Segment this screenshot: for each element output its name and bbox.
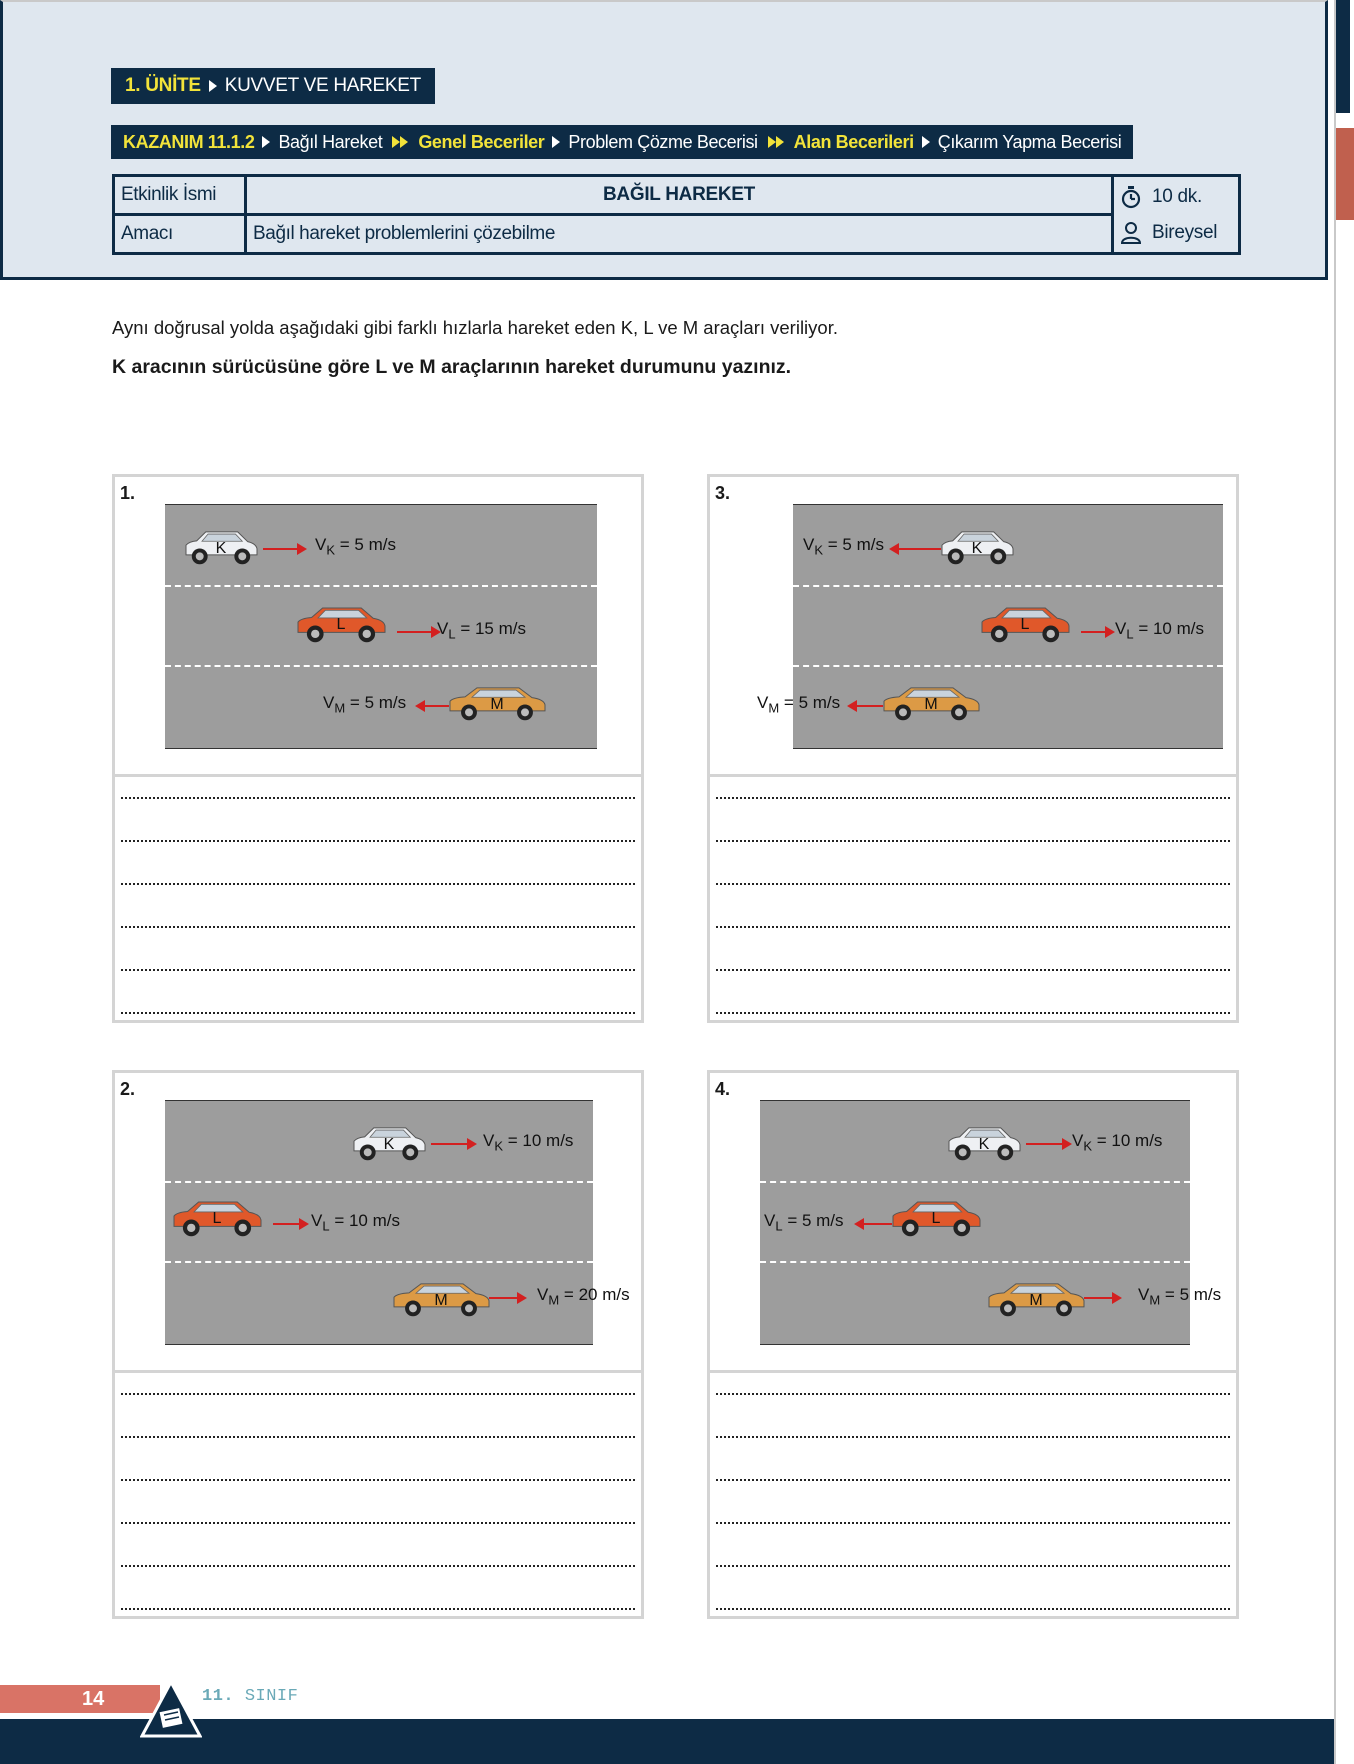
aim: Bağıl hareket problemlerini çözebilme	[246, 215, 1113, 254]
activity-info-table	[112, 174, 1241, 255]
velocity-subscript: K	[814, 542, 824, 558]
arrow-right	[1081, 631, 1113, 633]
grade-text: SINIF	[244, 1687, 299, 1706]
velocity-symbol: V	[311, 1211, 323, 1230]
lane-marking	[165, 665, 597, 667]
answer-line[interactable]	[716, 797, 1230, 799]
velocity-subscript: K	[326, 542, 336, 558]
answer-line[interactable]	[716, 883, 1230, 885]
velocity-k	[803, 535, 884, 557]
field-skills-label: Alan Becerileri	[793, 131, 914, 152]
double-triangle-icon	[392, 136, 408, 148]
velocity-symbol: V	[1138, 1285, 1150, 1304]
car-label: M	[434, 1292, 448, 1309]
car-l	[171, 1199, 263, 1237]
velocity-symbol: V	[483, 1131, 495, 1150]
car-k	[939, 529, 1015, 565]
car-label: M	[924, 696, 938, 713]
lane-marking	[165, 1261, 593, 1263]
car-l	[979, 605, 1071, 643]
car-k	[351, 1125, 427, 1161]
answer-line[interactable]	[121, 797, 635, 799]
velocity-subscript: M	[768, 700, 780, 716]
divider	[115, 774, 641, 777]
velocity-k	[315, 535, 396, 557]
mode-item	[1120, 215, 1232, 251]
arrow-left	[856, 1223, 892, 1225]
car-k	[183, 529, 259, 565]
car-label: L	[336, 616, 346, 633]
aim-label: Amacı	[114, 215, 246, 254]
car-l	[890, 1199, 982, 1237]
car-label: K	[971, 540, 983, 557]
velocity-m	[323, 693, 406, 715]
triangle-right-icon	[262, 136, 270, 148]
road	[165, 504, 597, 749]
velocity-value: = 10 m/s	[1096, 1131, 1163, 1150]
car-l	[295, 605, 387, 643]
intro-text: Aynı doğrusal yolda aşağıdaki gibi farklı hızlarla hareket eden K, L ve M araçları veriliyor.	[112, 317, 838, 338]
problem-number: 3.	[715, 483, 731, 503]
kazanim-label: KAZANIM 11.1.2	[123, 131, 255, 152]
unit-number: 1. ÜNİTE	[125, 75, 201, 96]
velocity-value: = 5 m/s	[349, 693, 407, 712]
answer-line[interactable]	[121, 1565, 635, 1567]
unit-name: KUVVET VE HAREKET	[224, 75, 421, 96]
car-label: K	[978, 1136, 990, 1153]
car-label: K	[215, 540, 227, 557]
footer-accent	[0, 1685, 160, 1713]
lane-marking	[793, 585, 1223, 587]
car-m	[881, 685, 981, 721]
edge-tab-dark	[1336, 0, 1350, 113]
arrow-left	[849, 705, 883, 707]
velocity-value: = 10 m/s	[1138, 619, 1204, 638]
velocity-subscript: L	[322, 1218, 330, 1234]
velocity-l	[764, 1211, 844, 1233]
arrow-right	[431, 1143, 475, 1145]
answer-line[interactable]	[121, 840, 635, 842]
answer-line[interactable]	[716, 969, 1230, 971]
kazanim-tag	[111, 125, 1133, 159]
velocity-symbol: V	[315, 535, 327, 554]
velocity-value: = 5 m/s	[783, 693, 841, 712]
velocity-symbol: V	[537, 1285, 549, 1304]
answer-line[interactable]	[716, 1436, 1230, 1438]
car-m	[986, 1281, 1086, 1317]
velocity-value: = 20 m/s	[563, 1285, 630, 1304]
lane-marking	[165, 585, 597, 587]
answer-line[interactable]	[121, 1393, 635, 1395]
answer-line[interactable]	[121, 883, 635, 885]
answer-line[interactable]	[121, 1522, 635, 1524]
velocity-k	[483, 1131, 573, 1153]
car-label: L	[931, 1210, 941, 1227]
velocity-symbol: V	[323, 693, 335, 712]
answer-line[interactable]	[716, 1479, 1230, 1481]
divider	[710, 1370, 1236, 1373]
kazanim-topic: Bağıl Hareket	[278, 131, 383, 152]
question-text: K aracının sürücüsüne göre L ve M araçlarının hareket durumunu yazınız.	[112, 356, 792, 378]
velocity-value: = 5 m/s	[1164, 1285, 1222, 1304]
velocity-subscript: K	[494, 1138, 504, 1154]
divider	[710, 774, 1236, 777]
velocity-m	[1138, 1285, 1221, 1307]
answer-line[interactable]	[121, 1012, 635, 1014]
road	[165, 1100, 630, 1345]
answer-line[interactable]	[121, 1479, 635, 1481]
grade-number: 11.	[202, 1687, 235, 1706]
velocity-value: = 10 m/s	[507, 1131, 574, 1150]
general-skills-label: Genel Beceriler	[418, 131, 545, 152]
velocity-k	[1072, 1131, 1162, 1153]
duration: 10 dk.	[1152, 185, 1202, 207]
velocity-subscript: M	[548, 1292, 560, 1308]
answer-line[interactable]	[121, 1436, 635, 1438]
answer-line[interactable]	[121, 1608, 635, 1610]
general-skill: Problem Çözme Becerisi	[568, 131, 758, 152]
road	[760, 1100, 1222, 1345]
car-label: K	[383, 1136, 395, 1153]
answer-line[interactable]	[121, 969, 635, 971]
velocity-value: = 15 m/s	[460, 619, 526, 638]
problem-number: 2.	[120, 1079, 136, 1099]
arrow-right	[1026, 1143, 1070, 1145]
velocity-symbol: V	[764, 1211, 776, 1230]
car-label: L	[1020, 616, 1030, 633]
arrow-right	[263, 548, 305, 550]
lane-marking	[760, 1261, 1190, 1263]
field-skill: Çıkarım Yapma Becerisi	[937, 131, 1122, 152]
problem-box-3	[707, 474, 1239, 1023]
arrow-left	[417, 705, 449, 707]
answer-line[interactable]	[121, 926, 635, 928]
problem-number: 1.	[120, 483, 136, 503]
problem-box-1	[112, 474, 644, 1023]
car-k	[946, 1125, 1022, 1161]
answer-line[interactable]	[716, 1522, 1230, 1524]
velocity-symbol: V	[1115, 619, 1127, 638]
arrow-right	[489, 1297, 525, 1299]
velocity-subscript: K	[1083, 1138, 1093, 1154]
velocity-l	[311, 1211, 400, 1233]
velocity-l	[437, 619, 526, 641]
answer-line[interactable]	[716, 1565, 1230, 1567]
unit-tag	[111, 68, 435, 104]
car-m	[391, 1281, 491, 1317]
velocity-value: = 5 m/s	[787, 1211, 844, 1230]
velocity-m	[757, 693, 840, 715]
velocity-value: = 5 m/s	[827, 535, 884, 554]
velocity-value: = 5 m/s	[339, 535, 396, 554]
answer-line[interactable]	[716, 1393, 1230, 1395]
lane-marking	[760, 1181, 1190, 1183]
velocity-subscript: M	[1149, 1292, 1161, 1308]
problem-box-2	[112, 1070, 644, 1619]
velocity-symbol: V	[1072, 1131, 1084, 1150]
problem-box-4	[707, 1070, 1239, 1619]
triangle-right-icon	[922, 136, 930, 148]
triangle-right-icon	[209, 80, 217, 92]
triangle-right-icon	[552, 136, 560, 148]
duration-item	[1120, 179, 1232, 215]
arrow-right	[1084, 1297, 1120, 1299]
answer-line[interactable]	[716, 926, 1230, 928]
arrow-left	[891, 548, 941, 550]
double-triangle-icon	[768, 136, 784, 148]
answer-line[interactable]	[716, 1608, 1230, 1610]
arrow-right	[273, 1223, 307, 1225]
grade-label	[202, 1687, 298, 1706]
problem-number: 4.	[715, 1079, 731, 1099]
car-label: M	[490, 696, 504, 713]
velocity-subscript: M	[334, 700, 346, 716]
car-m	[447, 685, 547, 721]
velocity-value: = 10 m/s	[334, 1211, 400, 1230]
page-number: 14	[82, 1688, 105, 1710]
person-icon	[1120, 221, 1142, 245]
car-label: L	[212, 1210, 222, 1227]
velocity-m	[537, 1285, 630, 1307]
mode: Bireysel	[1152, 221, 1218, 243]
velocity-symbol: V	[803, 535, 815, 554]
velocity-l	[1115, 619, 1204, 641]
answer-line[interactable]	[716, 1012, 1230, 1014]
activity-name: BAĞIL HAREKET	[246, 176, 1113, 215]
velocity-symbol: V	[437, 619, 449, 638]
velocity-subscript: L	[775, 1218, 783, 1234]
book-logo-icon	[140, 1680, 202, 1742]
edge-tab-red	[1336, 128, 1354, 220]
velocity-subscript: L	[448, 626, 456, 642]
lane-marking	[165, 1181, 593, 1183]
divider	[115, 1370, 641, 1373]
road	[757, 504, 1223, 749]
answer-line[interactable]	[716, 840, 1230, 842]
page-edge-line	[1334, 0, 1336, 1764]
arrow-right	[397, 631, 439, 633]
car-label: M	[1029, 1292, 1043, 1309]
velocity-subscript: L	[1126, 626, 1134, 642]
activity-name-label: Etkinlik İsmi	[114, 176, 246, 215]
stopwatch-icon	[1120, 185, 1142, 209]
velocity-symbol: V	[757, 693, 769, 712]
activity-meta	[1113, 176, 1240, 254]
lane-marking	[793, 665, 1223, 667]
